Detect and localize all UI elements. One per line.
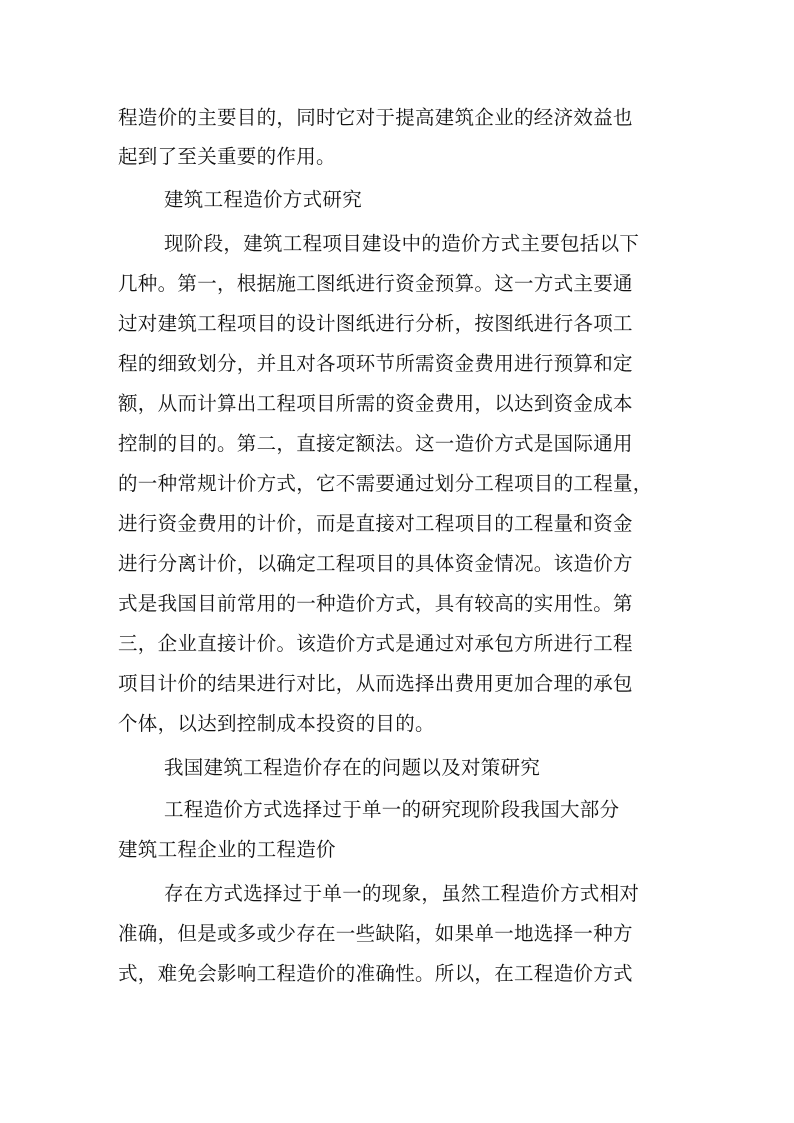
text-line: 进行资金费用的计价，而是直接对工程项目的工程量和资金 [118, 512, 633, 535]
text-line: 额，从而计算出工程项目所需的资金费用，以达到资金成本 [118, 392, 633, 415]
text-line: 式是我国目前常用的一种造价方式，具有较高的实用性。第 [118, 592, 633, 615]
text-line: 几种。第一，根据施工图纸进行资金预算。这一方式主要通 [118, 272, 633, 295]
text-line: 程造价的主要目的，同时它对于提高建筑企业的经济效益也 [118, 106, 633, 129]
text-line: 的一种常规计价方式，它不需要通过划分工程项目的工程量， [118, 472, 653, 495]
text-line: 过对建筑工程项目的设计图纸进行分析，按图纸进行各项工 [118, 312, 633, 335]
subsection-heading: 工程造价方式选择过于单一的研究现阶段我国大部分 [164, 798, 620, 821]
section-heading: 建筑工程造价方式研究 [164, 188, 363, 211]
text-line: 现阶段，建筑工程项目建设中的造价方式主要包括以下 [164, 232, 640, 255]
text-line: 式，难免会影响工程造价的准确性。所以，在工程造价方式 [118, 962, 633, 985]
text-line: 程的细致划分，并且对各项环节所需资金费用进行预算和定 [118, 352, 633, 375]
text-line: 准确，但是或多或少存在一些缺陷，如果单一地选择一种方 [118, 922, 633, 945]
text-line: 起到了至关重要的作用。 [118, 145, 336, 168]
subsection-heading: 建筑工程企业的工程造价 [118, 838, 336, 861]
text-line: 控制的目的。第二，直接定额法。这一造价方式是国际通用 [118, 432, 633, 455]
text-line: 项目计价的结果进行对比，从而选择出费用更加合理的承包 [118, 672, 633, 695]
text-line: 存在方式选择过于单一的现象，虽然工程造价方式相对 [164, 882, 640, 905]
section-heading: 我国建筑工程造价存在的问题以及对策研究 [164, 756, 541, 779]
text-line: 个体，以达到控制成本投资的目的。 [118, 712, 435, 735]
text-line: 进行分离计价，以确定工程项目的具体资金情况。该造价方 [118, 552, 633, 575]
text-line: 三，企业直接计价。该造价方式是通过对承包方所进行工程 [118, 632, 633, 655]
